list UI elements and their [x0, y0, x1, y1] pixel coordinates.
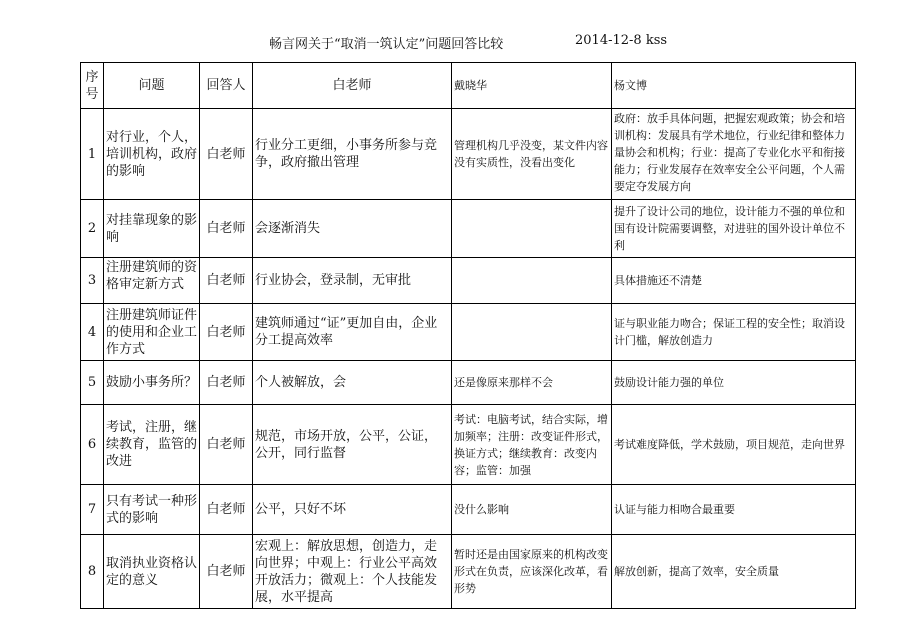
- row-respondent: 白老师: [200, 109, 253, 200]
- row-yang-answer: 具体措施还不清楚: [612, 258, 856, 304]
- table-row: [81, 361, 856, 405]
- row-question: [104, 258, 200, 304]
- row-question: 只有考试一种形式的影响: [104, 485, 200, 535]
- row-no: 5: [81, 361, 104, 405]
- table-row: [81, 304, 856, 361]
- row-bai-answer: 行业协会，登录制，无审批: [253, 258, 452, 304]
- row-no: 1: [81, 109, 104, 200]
- row-dai-answer: 暂时还是由国家原来的机构改变形式在负责，应该深化改革，看形势: [452, 535, 612, 609]
- row-dai-answer: 考试：电脑考试，结合实际，增加频率；注册：改变证件形式，换证方式；继续教育：改变内容；监管：加强: [452, 405, 612, 485]
- row-question: 鼓励小事务所？: [104, 361, 200, 405]
- row-respondent: 白老师: [200, 535, 253, 609]
- row-bai-answer: 建筑师通过“证”更加自由，企业分工提高效率: [253, 304, 452, 361]
- row-no: 7: [81, 485, 104, 535]
- row-respondent: 白老师: [200, 361, 253, 405]
- row-bai-answer: 宏观上：解放思想，创造力，走向世界；中观上：行业公平高效开放活力；微观上：个人技能发展，水平提高: [253, 535, 452, 609]
- header-dai: 戴晓华: [452, 63, 612, 109]
- row-yang-answer: 解放创新，提高了效率，安全质量: [612, 535, 856, 609]
- row-yang-answer-text: 政府：放手具体问题，把握宏观政策；协会和培训机构：发展具有学术地位，行业纪律和整体力量协会和机构；行业：提高了专业化水平和衔接能力；行业发展存在效率安全公平问题，个人需要定夺发展方向: [614, 112, 845, 193]
- row-no: 6: [81, 405, 104, 485]
- row-bai-answer: 行业分工更细，小事务所参与竞争，政府撤出管理: [253, 109, 452, 200]
- row-yang-answer: [612, 109, 856, 200]
- row-bai-answer: 规范，市场开放，公平，公证，公开，同行监督: [253, 405, 452, 485]
- document-date-author: 2014-12-8 kss: [575, 33, 668, 48]
- row-dai-answer: [452, 200, 612, 258]
- row-respondent: 白老师: [200, 405, 253, 485]
- row-yang-answer: 认证与能力相吻合最重要: [612, 485, 856, 535]
- row-question: 取消执业资格认定的意义: [104, 535, 200, 609]
- row-no: 4: [81, 304, 104, 361]
- row-dai-answer: 管理机构几乎没变，某文件内容没有实质性，没看出变化: [452, 109, 612, 200]
- row-question: 对挂靠现象的影响: [104, 200, 200, 258]
- row-respondent: 白老师: [200, 200, 253, 258]
- header-no: 序号: [81, 63, 104, 109]
- row-dai-answer: 还是像原来那样不会: [452, 361, 612, 405]
- table-row: [81, 535, 856, 609]
- document-title: 畅言网关于“取消一筑认定”问题回答比较: [269, 37, 504, 52]
- header-bai: 白老师: [253, 63, 452, 109]
- row-question: 对行业，个人，培训机构，政府的影响: [104, 109, 200, 200]
- header-question: 问题: [104, 63, 200, 109]
- row-yang-answer: 证与职业能力吻合；保证工程的安全性；取消设计门槛，解放创造力: [612, 304, 856, 361]
- row-yang-answer: 提升了设计公司的地位，设计能力不强的单位和国有设计院需要调整，对进驻的国外设计单位不利: [612, 200, 856, 258]
- row-no: 8: [81, 535, 104, 609]
- row-question: 考试，注册，继续教育，监管的改进: [104, 405, 200, 485]
- table-row: [81, 258, 856, 304]
- row-bai-answer: 公平，只好不坏: [253, 485, 452, 535]
- header-yang: 杨文博: [612, 63, 856, 109]
- row-bai-answer: 个人被解放，会: [253, 361, 452, 405]
- header-respondent: 回答人: [200, 63, 253, 109]
- row-no: 2: [81, 200, 104, 258]
- row-question-text: 注册建筑师的资格审定新方式: [106, 259, 197, 292]
- row-respondent: 白老师: [200, 485, 253, 535]
- row-respondent: 白老师: [200, 258, 253, 304]
- row-dai-answer: [452, 258, 612, 304]
- row-dai-answer: 没什么影响: [452, 485, 612, 535]
- table-row: [81, 109, 856, 200]
- row-yang-answer: 鼓励设计能力强的单位: [612, 361, 856, 405]
- row-respondent: 白老师: [200, 304, 253, 361]
- document-title-line: [0, 33, 905, 51]
- row-yang-answer: 考试难度降低，学术鼓励，项目规范，走向世界: [612, 405, 856, 485]
- row-no: 3: [81, 258, 104, 304]
- row-dai-answer: [452, 304, 612, 361]
- row-question: 注册建筑师证件的使用和企业工作方式: [104, 304, 200, 361]
- comparison-table: [80, 62, 856, 609]
- table-row: [81, 405, 856, 485]
- row-bai-answer: 会逐渐消失: [253, 200, 452, 258]
- table-header-row: [81, 63, 856, 109]
- table-row: [81, 485, 856, 535]
- table-row: [81, 200, 856, 258]
